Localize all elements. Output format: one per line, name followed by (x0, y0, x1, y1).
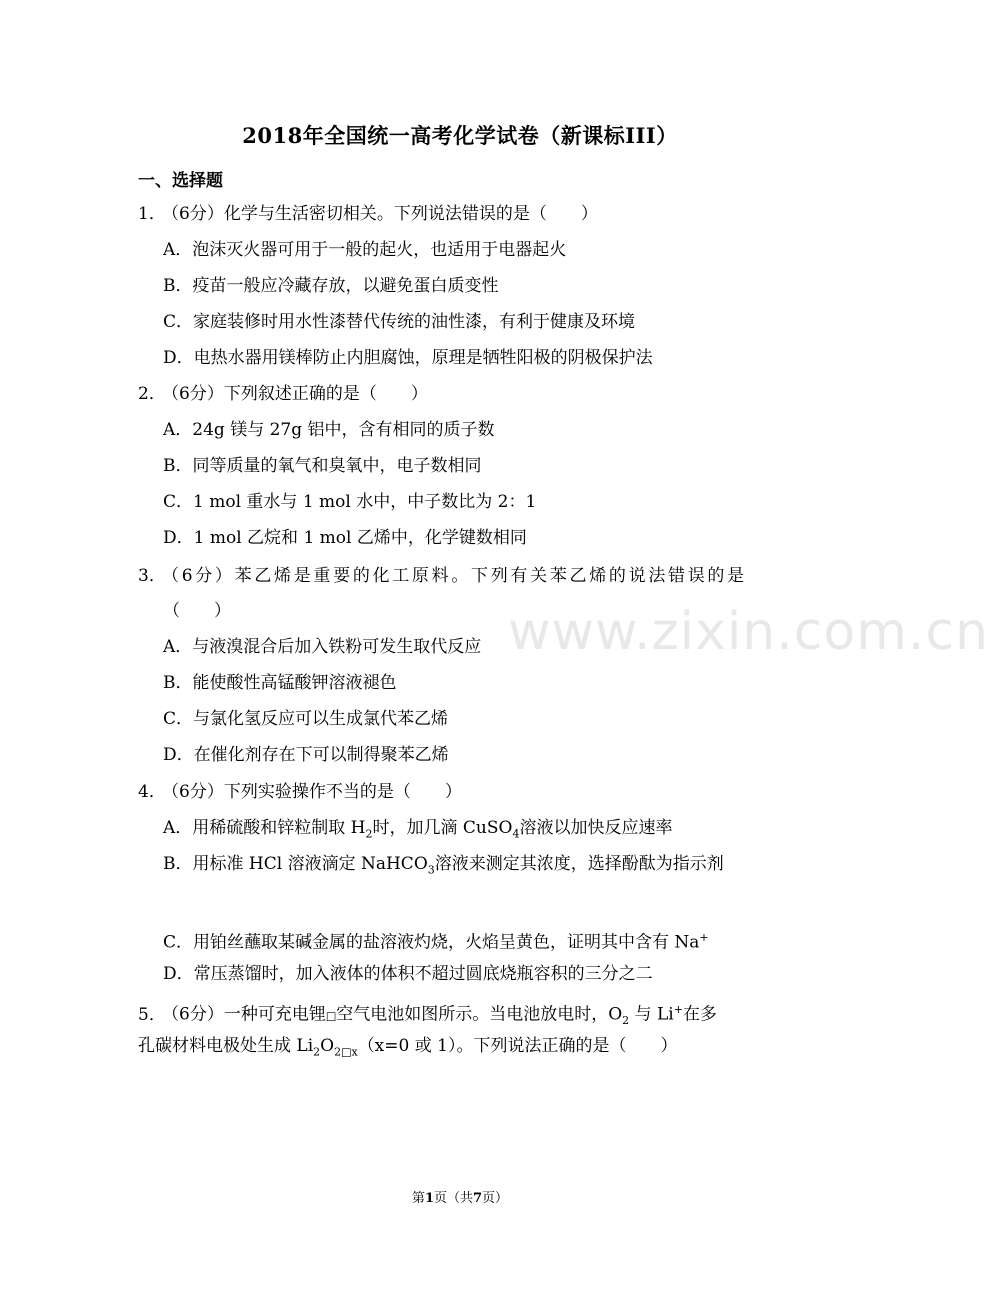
q1-option-d: D．电热水器用镁棒防止内胆腐蚀，原理是牺牲阳极的阴极保护法 (163, 348, 653, 368)
missing-glyph: □ (325, 1009, 337, 1023)
question-text: （6分）苯乙烯是重要的化工原料。下列有关苯乙烯的说法错误的是 (162, 566, 747, 586)
q4-option-d: D．常压蒸馏时，加入液体的体积不超过圆底烧瓶容积的三分之二 (163, 964, 653, 984)
option-text: C．用铂丝蘸取某碱金属的盐溶液灼烧，火焰呈黄色，证明其中含有 Na (163, 932, 700, 953)
footer-text: 页） (482, 1191, 509, 1206)
footer-text: 页（共 (433, 1191, 473, 1206)
q1-option-c: C．家庭装修时用水性漆替代传统的油性漆，有利于健康及环境 (163, 312, 636, 332)
question-text: （6分）下列叙述正确的是（ ） (162, 384, 428, 404)
subscript: 2□x (334, 1045, 358, 1059)
question-5 (138, 998, 717, 1033)
q3-answer-bracket: （ ） (163, 601, 231, 621)
question-text: 在多 (682, 1004, 717, 1025)
question-text: O (320, 1036, 335, 1056)
question-4 (138, 780, 462, 804)
subscript: 2 (365, 827, 373, 841)
question-3 (138, 564, 747, 588)
q4-option-a (163, 816, 672, 846)
question-text: （6分）一种可充电锂 (162, 1004, 326, 1025)
question-5-continued (138, 1034, 677, 1064)
page-number: 1 (424, 1191, 434, 1206)
question-text: （6分）下列实验操作不当的是（ ） (162, 782, 462, 802)
question-number: 4． (138, 782, 166, 802)
option-text: 时，加几滴 CuSO (372, 818, 513, 838)
question-text: 空气电池如图所示。当电池放电时，O (336, 1004, 623, 1025)
option-text: 溶液来测定其浓度，选择酚酞为指示剂 (434, 854, 724, 874)
page-title: 2018年全国统一高考化学试卷（新课标III） (242, 123, 678, 148)
q3-option-c: C．与氯化氢反应可以生成氯代苯乙烯 (163, 709, 449, 729)
question-number: 3． (138, 566, 166, 586)
q2-option-c: C．1 mol 重水与 1 mol 水中，中子数比为 2：1 (163, 492, 537, 512)
question-text: （6分）化学与生活密切相关。下列说法错误的是（ ） (162, 204, 598, 224)
option-text: B．用标准 HCl 溶液滴定 NaHCO (163, 854, 428, 874)
superscript: + (673, 1003, 683, 1016)
page-total: 7 (473, 1191, 483, 1206)
q2-option-d: D．1 mol 乙烷和 1 mol 乙烯中，化学键数相同 (163, 528, 527, 548)
question-number: 2． (138, 384, 166, 404)
question-number: 1． (138, 204, 166, 224)
option-text: A．用稀硫酸和锌粒制取 H (163, 818, 366, 838)
subscript: 3 (427, 863, 435, 877)
question-1 (138, 202, 598, 226)
subscript: 4 (512, 827, 520, 841)
superscript: + (699, 931, 709, 944)
section-heading: 一、选择题 (138, 171, 223, 191)
question-number: 5． (138, 1004, 166, 1025)
q3-option-b: B．能使酸性高锰酸钾溶液褪色 (163, 673, 397, 693)
question-2 (138, 382, 428, 406)
page-footer (0, 1187, 920, 1206)
q3-option-a: A．与液溴混合后加入铁粉可发生取代反应 (163, 637, 482, 657)
q4-option-b (163, 852, 724, 882)
question-text: （x=0 或 1）。下列说法正确的是（ ） (357, 1036, 678, 1056)
subscript: 2 (313, 1045, 321, 1059)
footer-text: 第 (411, 1191, 425, 1206)
q4-option-c (163, 926, 709, 955)
q1-option-b: B．疫苗一般应冷藏存放，以避免蛋白质变性 (163, 276, 499, 296)
q2-option-a: A．24g 镁与 27g 铝中，含有相同的质子数 (163, 420, 495, 440)
q2-option-b: B．同等质量的氧气和臭氧中，电子数相同 (163, 456, 482, 476)
q3-option-d: D．在催化剂存在下可以制得聚苯乙烯 (163, 745, 449, 765)
q1-option-a: A．泡沫灭火器可用于一般的起火，也适用于电器起火 (163, 240, 567, 260)
watermark: www.zixin.com.cn (508, 602, 989, 662)
question-text: 与 Li (629, 1004, 674, 1025)
subscript: 2 (622, 1014, 630, 1028)
option-text: 溶液以加快反应速率 (519, 818, 673, 838)
question-text: 孔碳材料电极处生成 Li (138, 1036, 314, 1056)
